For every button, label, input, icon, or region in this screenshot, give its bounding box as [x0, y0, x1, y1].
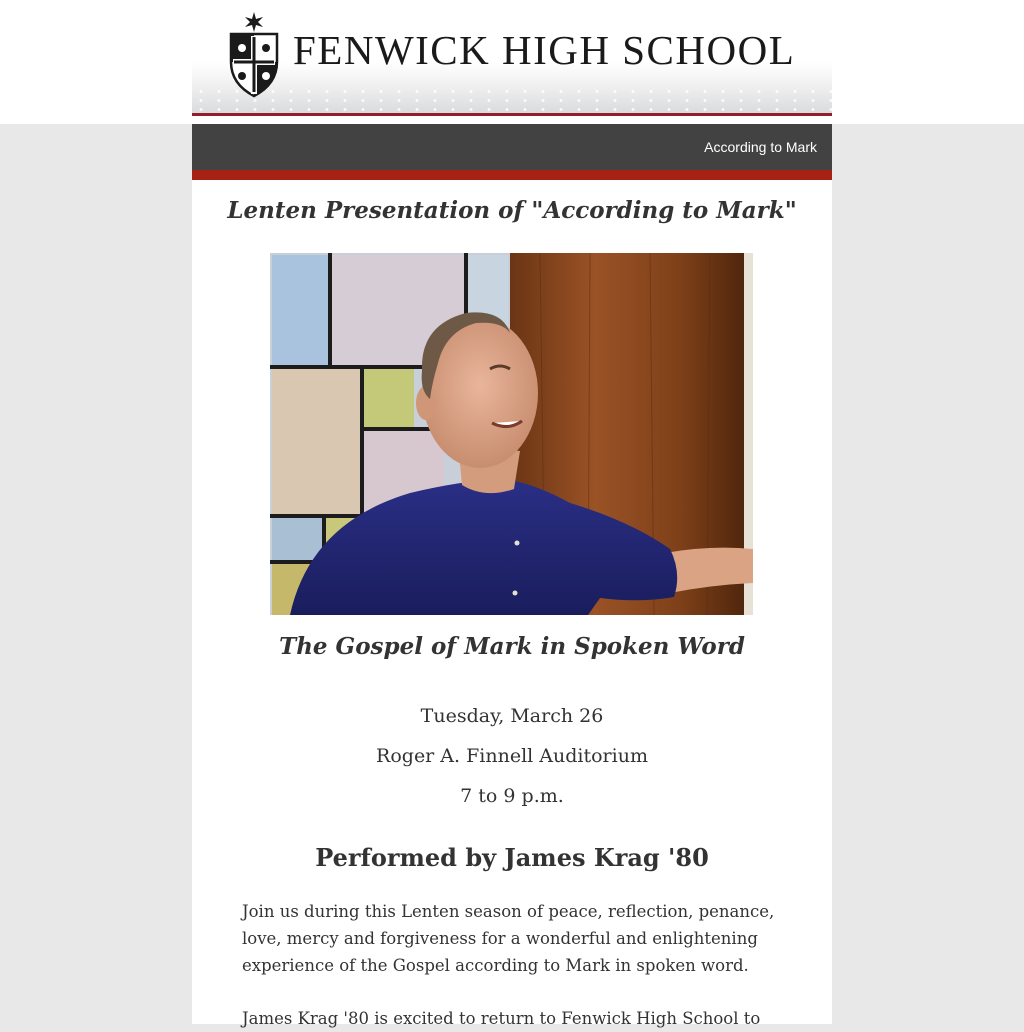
header-pattern — [192, 87, 832, 113]
performer-heading: Performed by James Krag '80 — [315, 843, 709, 872]
event-subtitle: The Gospel of Mark in Spoken Word — [279, 633, 745, 660]
navbar — [192, 124, 832, 170]
bio-paragraph: James Krag '80 is excited to return to Fenwick High School to — [242, 1009, 761, 1028]
event-venue: Roger A. Finnell Auditorium — [376, 745, 648, 767]
header-gap — [192, 116, 832, 124]
school-name: FENWICK HIGH SCHOOL — [293, 27, 796, 73]
header-banner — [192, 0, 832, 113]
event-time: 7 to 9 p.m. — [460, 785, 564, 807]
nav-link-according-to-mark[interactable]: According to Mark — [704, 139, 817, 155]
page-title: Lenten Presentation of "According to Mark" — [227, 197, 797, 224]
accent-bar — [192, 170, 832, 180]
fenwick-crest-icon[interactable] — [228, 10, 280, 98]
performer-photo — [270, 253, 753, 615]
event-date: Tuesday, March 26 — [420, 705, 604, 727]
intro-paragraph: Join us during this Lenten season of peace, reflection, penance, love, mercy and forgiveness for a wonderful and enlightening experience of the Gospel according to Mark in spoken word. — [242, 902, 775, 975]
email-container — [192, 0, 832, 1028]
